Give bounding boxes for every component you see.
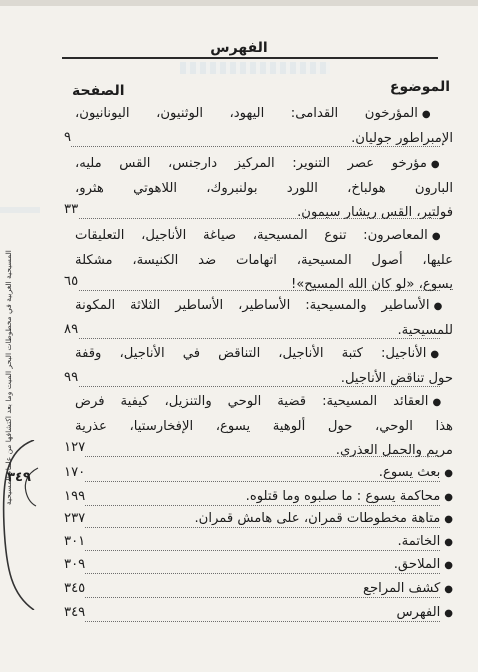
bullet-icon: ● <box>444 514 453 525</box>
toc-entry-line: ●الأناجيل: كتبة الأناجيل، التناقض في الأناجيل، وقفة <box>75 346 453 361</box>
toc-entry-line: ●الفهرس <box>396 605 453 620</box>
toc-entry-line: ●المؤرخون القدامى: اليهود، الوثنيون، اليونانيون، <box>75 106 453 121</box>
toc-entry <box>75 530 453 555</box>
toc-entry <box>75 342 453 391</box>
toc-entry <box>75 224 453 297</box>
dot-leader <box>62 386 440 387</box>
bullet-icon: ● <box>444 560 453 571</box>
bullet-icon: ● <box>444 537 453 548</box>
bullet-icon: ● <box>444 468 453 479</box>
toc-page-number: ٣٣ <box>62 198 78 222</box>
toc-page-number: ٣٤٥ <box>62 577 85 601</box>
bullet-icon: ● <box>444 584 453 595</box>
toc-page-number: ٢٣٧ <box>62 507 85 531</box>
dot-leader <box>62 481 440 482</box>
toc-entry <box>75 390 453 463</box>
toc-page-number: ١٢٧ <box>62 436 85 460</box>
toc-page-number: ٣٠١ <box>62 530 85 554</box>
toc-page-number: ١٩٩ <box>62 485 85 509</box>
dot-leader <box>62 597 440 598</box>
bullet-icon: ● <box>444 492 453 503</box>
dot-leader <box>62 338 440 339</box>
toc-entry-line: حول تناقض الأناجيل. <box>340 371 453 386</box>
toc-entry-line: ●العقائد المسيحية: قضية الوحي والتنزيل، كيفية فرض <box>75 394 453 409</box>
toc-entry-line: ●الخاتمة. <box>397 534 453 549</box>
bullet-icon: ● <box>430 159 453 170</box>
dot-leader <box>62 573 440 574</box>
toc-entry-line: فولتير، القس ريشار سيمون. <box>297 205 453 220</box>
dot-leader <box>62 550 440 551</box>
bullet-icon: ● <box>421 109 453 120</box>
toc-entry-line: يسوع، «لو كان الله المسيح»! <box>290 277 453 292</box>
toc-entry-line: ●الأساطير والمسيحية: الأساطير، الأساطير الثلاثة المكونة <box>75 298 453 313</box>
bullet-icon: ● <box>433 301 453 312</box>
column-header-topic: الموضوع <box>389 79 450 95</box>
dot-leader <box>62 146 440 147</box>
toc-entry <box>75 152 453 225</box>
bullet-icon: ● <box>444 608 453 619</box>
toc-entry-line: البارون هولباخ، اللورد بولنبروك، اللاهوتي هثرو، <box>75 181 453 196</box>
bullet-icon: ● <box>431 231 453 242</box>
toc-page-number: ٨٩ <box>62 318 78 342</box>
toc-page-number: ٩٩ <box>62 366 78 390</box>
dot-leader <box>62 621 440 622</box>
toc-entry <box>75 577 453 602</box>
toc-entry-line: مريم والحمل العذري. <box>335 443 453 458</box>
toc-entry-line: ●الملاحق. <box>393 557 453 572</box>
toc-page-number: ١٧٠ <box>62 461 85 485</box>
toc-entry-line: ●مؤرخو عصر التنوير: المركيز دارجنس، القس مليه، <box>75 156 453 171</box>
toc-entry-line: ●محاكمة يسوع : ما صلبوه وما قتلوه. <box>245 489 453 504</box>
toc-entry-line: ●بعث يسوع. <box>378 465 453 480</box>
dot-leader <box>62 527 440 528</box>
toc-entry-line: ●متاهة مخطوطات قمران، على هامش قمران. <box>194 511 453 526</box>
toc-entry <box>75 507 453 532</box>
dot-leader <box>62 290 440 291</box>
toc-page-number: ٩ <box>62 126 71 150</box>
toc-entry <box>75 461 453 486</box>
toc-entry-line: هذا الوحي، حول ألوهية يسوع، الإفخارستيا، عذرية <box>75 419 453 434</box>
toc-entry-line: ●كشف المراجع <box>362 581 453 596</box>
dot-leader <box>62 456 440 457</box>
bullet-icon: ● <box>430 349 453 360</box>
page-title: الفهرس <box>210 40 268 56</box>
toc-entry <box>75 553 453 578</box>
dot-leader <box>62 218 440 219</box>
dot-leader <box>62 505 440 506</box>
toc-entry-line: ●المعاصرون: تنوع المسيحية، صياغة الأناجيل، التعليقات <box>75 228 453 243</box>
toc-entry <box>75 294 453 343</box>
side-page-number: ٣٤٩ <box>7 470 31 485</box>
toc-page-number: ٣٤٩ <box>62 601 85 625</box>
toc-entry-line: الإمبراطور جوليان. <box>351 131 453 146</box>
toc-entry-line: للمسيحية. <box>397 323 453 338</box>
toc-entry-line: عليها، أصول المسيحية، اتهامات ضد الكنيسة، مشكلة <box>75 253 453 268</box>
toc-entry <box>75 601 453 626</box>
toc-entry <box>75 102 453 151</box>
toc-page-number: ٣٠٩ <box>62 553 85 577</box>
bullet-icon: ● <box>432 397 453 408</box>
column-header-page: الصفحة <box>72 83 125 99</box>
toc-page-number: ٦٥ <box>62 270 78 294</box>
document-page: الفهرس الموضوع الصفحة ●المؤرخون القدامى: اليهود، الوثنيون، اليونانيون، الإمبراطور جوليان. ٩ ●مؤرخو عصر التنوير: المركيز دارجنس، القس مليه، البارون هولباخ، اللورد بولنبروك، اللاهوتي هثرو، فولتير، القس ريشار سيمون. ٣٣ ●المعاصرون: تنوع المسيحية، صياغة الأناجيل، التعليقات عليها، أصول المسيحية، اتهامات ضد الكنيسة، مشكلة يسوع، «لو كان الله المسيح»! ٦٥ ●الأساطير والمسيحية: الأساطير، الأساطير الثلاثة المكونة للمسيحية. ٨٩ ●الأناجيل: كتبة الأناجيل، التناقض في الأناجيل، وقفة حول تناقض الأناجيل. ٩٩ ●العقائد المسيحية: قضية الوحي والتنزيل، كيفية فرض هذا الوحي، حول ألوهية يسوع، الإفخارستيا، عذرية مريم والحمل العذري. ١٢٧ ●بعث يسوع. ١٧٠ ●محاكمة يسوع : ما صلبوه وما قتلوه. ١٩٩ ●متاهة مخطوطات قمران، على هامش قمران. ٢٣٧ ●الخاتمة. ٣٠١ ●الملاحق. ٣٠٩ ●كشف المراجع ٣٤٥ ●الفهرس ٣٤٩ ٣٤٩ المسيحية الغربية في مخطوطات البحر الميت وما بعد اكتشافها من علماء المسيحية <box>0 0 478 672</box>
